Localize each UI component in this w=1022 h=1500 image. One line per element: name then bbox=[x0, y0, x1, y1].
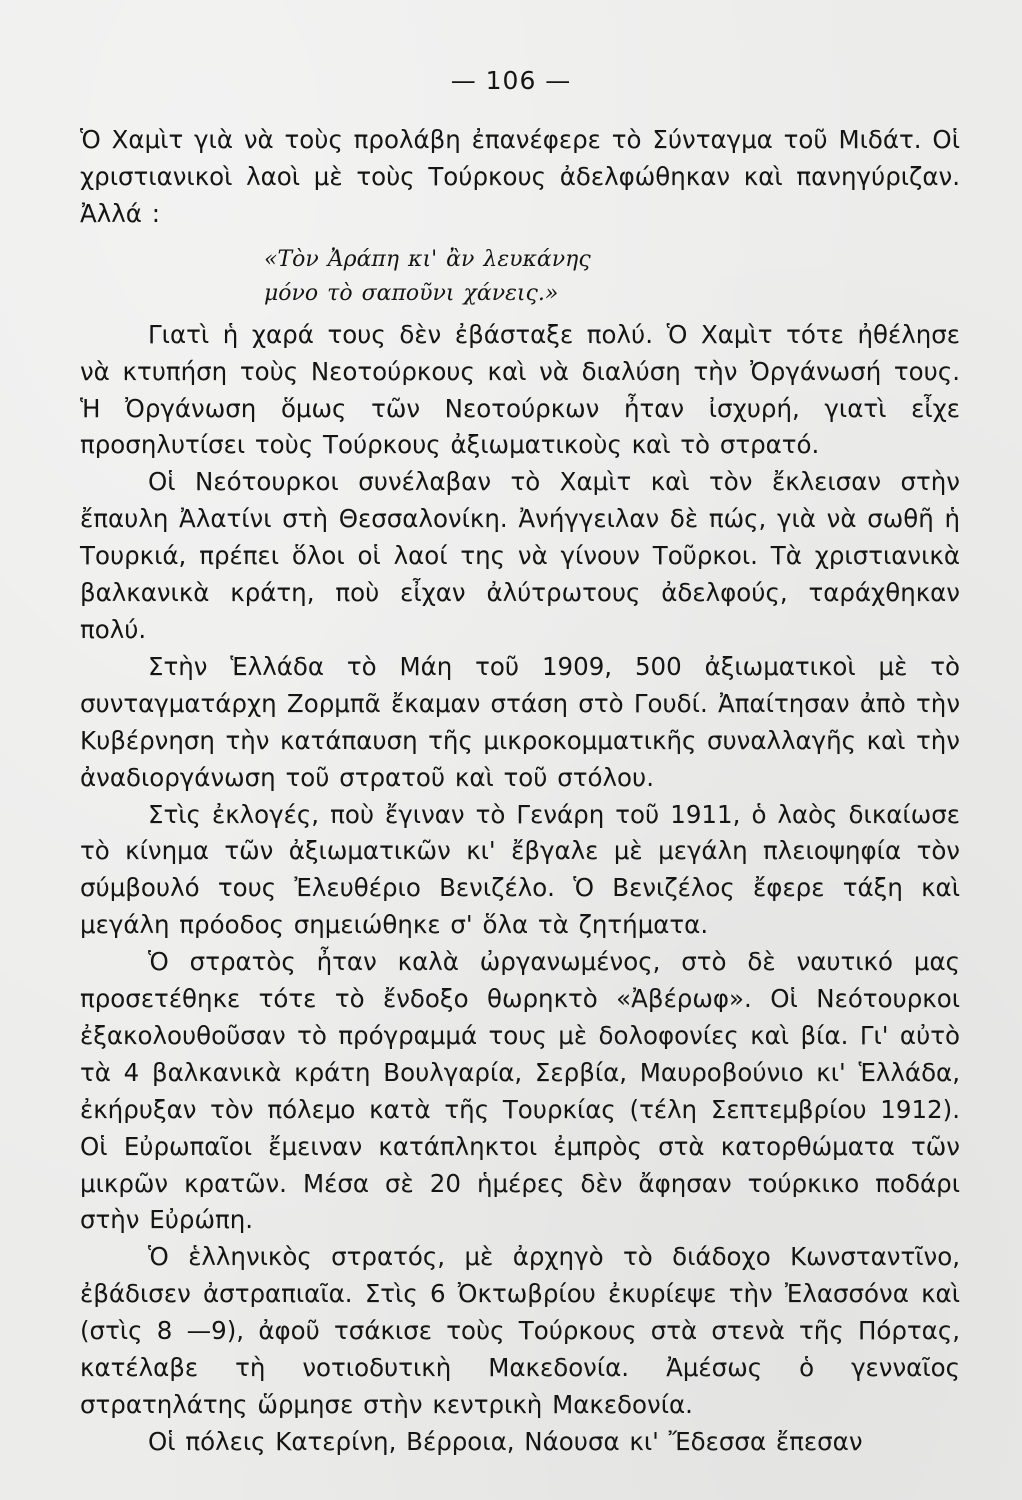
paragraph-5: Στὶς ἐκλογές, ποὺ ἔγιναν τὸ Γενάρη τοῦ 1911, ὁ λαὸς δικαίωσε τὸ κίνημα τῶν ἀξιωματικῶν κι' ἔβγαλε μὲ μεγάλη πλειοψηφία τὸν σύμβουλό τους Ἐλευθέριο Βενιζέλο. Ὁ Βενιζέλος ἔφερε τάξη καὶ μεγάλη πρόοδος σημειώθηκε σ' ὅλα τὰ ζητήματα. bbox=[80, 799, 960, 940]
paragraph-3: Οἱ Νεότουρκοι συνέλαβαν τὸ Χαμὶτ καὶ τὸν ἔκλεισαν στὴν ἔπαυλη Ἀλατίνι στὴ Θεσσαλονίκη. Ἀνήγγειλαν δὲ πώς, γιὰ νὰ σωθῆ ἡ Τουρκιά, πρέπει ὅλοι οἱ λαοί της νὰ γίνουν Τοῦρκοι. Τὰ χριστιανικὰ βαλκανικὰ κράτη, ποὺ εἶχαν ἀλύτρωτους ἀδελφούς, ταράχθηκαν πολύ. bbox=[80, 467, 960, 644]
body-text bbox=[80, 122, 960, 1461]
verse-line-1: «Τὸν Ἀράπη κι' ἂν λευκάνης bbox=[264, 246, 591, 272]
paragraph-8: Οἱ πόλεις Κατερίνη, Βέρροια, Νάουσα κι' Ἔδεσσα ἔπεσαν bbox=[148, 1426, 863, 1456]
paragraph-1: Ὁ Χαμὶτ γιὰ νὰ τοὺς προλάβη ἐπανέφερε τὸ Σύνταγμα τοῦ Μιδάτ. Οἱ χριστιανικοὶ λαοὶ μὲ τοὺς Τούρκους ἀδελφώθηκαν καὶ πανηγύριζαν. Ἀλλά : bbox=[80, 125, 960, 228]
paragraph-6: Ὁ στρατὸς ἦταν καλὰ ὠργανωμένος, στὸ δὲ ναυτικό μας προσετέθηκε τότε τὸ ἔνδοξο θωρηκτὸ «Ἀβέρωφ». Οἱ Νεότουρκοι ἐξακολουθοῦσαν τὸ πρόγραμμά τους μὲ δολοφονίες καὶ βία. Γι' αὐτὸ τὰ 4 βαλκανικὰ κράτη Βουλγαρία, Σερβία, Μαυροβούνιο κι' Ἑλλάδα, ἐκήρυξαν τὸν πόλεμο κατὰ τῆς Τουρκίας (τέλη Σεπτεμβρίου 1912). Οἱ Εὐρωπαῖοι ἔμειναν κατάπληκτοι ἐμπρὸς στὰ κατορθώματα τῶν μικρῶν κρατῶν. Μέσα σὲ 20 ἡμέρες δὲν ἄφησαν τούρκικο ποδάρι στὴν Εὐρώπη. bbox=[80, 947, 960, 1235]
verse-line-2: μόνο τὸ σαποῦνι χάνεις.» bbox=[264, 280, 559, 306]
paragraph-7: Ὁ ἑλληνικὸς στρατός, μὲ ἀρχηγὸ τὸ διάδοχο Κωνσταντῖνο, ἐβάδισεν ἀστραπιαῖα. Στὶς 6 Ὀκτωβρίου ἐκυρίεψε τὴν Ἐλασσόνα καὶ (στὶς 8 —9), ἀφοῦ τσάκισε τοὺς Τούρκους στὰ στενὰ τῆς Πόρτας, κατέλαβε τὴ νοτιοδυτικὴ Μακεδονία. Ἀμέσως ὁ γενναῖος στρατηλάτης ὥρμησε στὴν κεντρικὴ Μακεδονία. bbox=[80, 1242, 960, 1419]
verse-quote bbox=[264, 243, 960, 311]
paragraph-2: Γιατὶ ἡ χαρά τους δὲν ἐβάσταξε πολύ. Ὁ Χαμὶτ τότε ἠθέλησε νὰ κτυπήση τοὺς Νεοτούρκους καὶ νὰ διαλύση τὴν Ὀργάνωσή τους. Ἡ Ὀργάνωση ὅμως τῶν Νεοτούρκων ἦταν ἰσχυρή, γιατὶ εἶχε προσηλυτίσει τοὺς Τούρκους ἀξιωματικοὺς καὶ τὸ στρατό. bbox=[80, 319, 960, 460]
paragraph-4: Στὴν Ἑλλάδα τὸ Μάη τοῦ 1909, 500 ἀξιωματικοὶ μὲ τὸ συνταγματάρχη Ζορμπᾶ ἔκαμαν στάση στὸ Γουδί. Ἀπαίτησαν ἀπὸ τὴν Κυβέρνηση τὴν κατάπαυση τῆς μικροκομματικῆς συναλλαγῆς καὶ τὴν ἀναδιοργάνωση τοῦ στρατοῦ καὶ τοῦ στόλου. bbox=[80, 651, 960, 792]
page-number: — 106 — bbox=[450, 66, 572, 95]
